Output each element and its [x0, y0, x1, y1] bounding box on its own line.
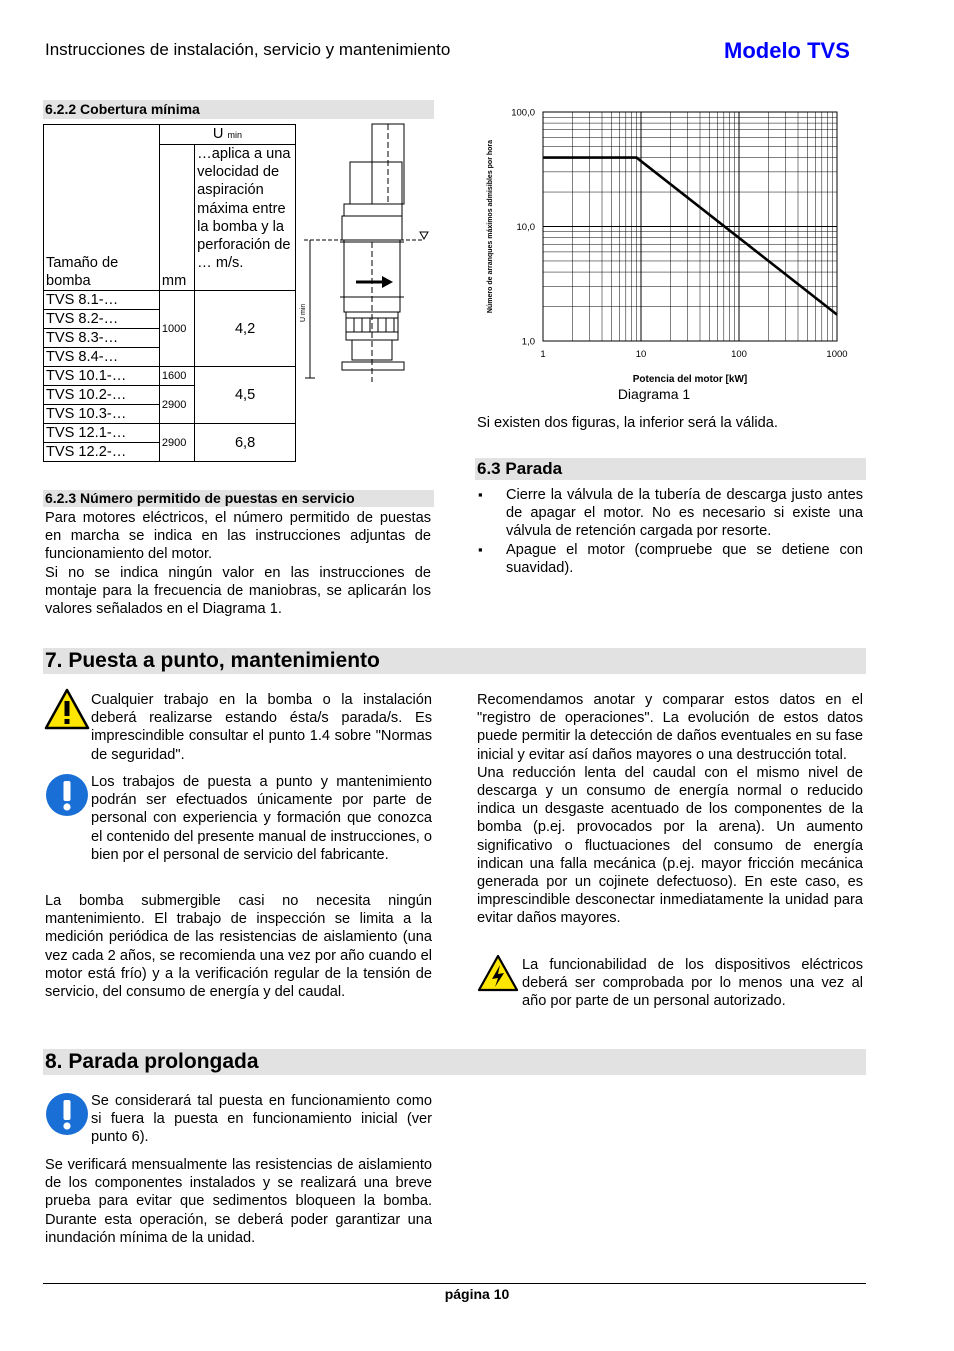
info-exclamation-icon	[45, 773, 89, 817]
table-row: TVS 10.2-…	[44, 386, 160, 405]
sec-8-info-text: Se considerará tal puesta en funcionamiento como si fuera la puesta en funcionamiento inicial (ver punto 6).	[91, 1093, 432, 1146]
x-tick-label: 1	[540, 349, 546, 360]
sec-623-para-2: Si no se indica ningún valor en las instrucciones de montaje para la frecuencia de maniobras, se aplicarán los valores señalados en el Diagrama 1.	[45, 564, 431, 618]
chart-grid	[543, 112, 837, 341]
sec-7-electrical-text: La funcionabilidad de los dispositivos eléctricos deberá ser comprobada por lo menos una vez al año por parte de un personal autorizado.	[522, 957, 863, 1010]
section-8-title: 8. Parada prolongada	[43, 1049, 866, 1075]
y-tick-label: 1,0	[521, 336, 535, 348]
x-tick-label: 100	[731, 349, 747, 360]
table-row: TVS 8.1-…	[44, 291, 160, 310]
speed-cell: 4,5	[195, 367, 296, 424]
sec-7-info-text: Los trabajos de puesta a punto y mantenimiento podrán ser efectuados únicamente por parte de personal con experiencia y formación que conozca el contenido del presente manual de instrucciones, o bien por el personal de servicio del fabricante.	[91, 774, 432, 863]
warning-icon	[44, 688, 90, 730]
y-axis-label: Número de arranques máximos admisibles por hora	[487, 139, 494, 314]
mm-cell: 2900	[159, 386, 194, 424]
table-row: TVS 8.2-…	[44, 310, 160, 329]
umin-header: U min	[159, 125, 295, 145]
two-figures-note: Si existen dos figuras, la inferior será la válida.	[477, 415, 778, 431]
y-ticks	[511, 108, 535, 348]
sec-7-warning-text: Cualquier trabajo en la bomba o la instalación deberá realizarse estando ésta/s parada/s. Es imprescindible consultar el punto 1.4 sobre "Normas de seguridad".	[91, 692, 432, 763]
col-note-header: …aplica a una velocidad de aspiración máxima entre la bomba y la perforación de … m/s.	[195, 145, 296, 291]
table-row: TVS 10.1-…	[44, 367, 160, 386]
list-item: ▪ Apague el motor (compruebe que se detiene con suavidad).	[478, 541, 863, 577]
section-7-title: 7. Puesta a punto, mantenimiento	[43, 648, 866, 674]
section-63-title: 6.3 Parada	[475, 458, 866, 480]
table-row: TVS 8.3-…	[44, 329, 160, 348]
table-row: TVS 8.4-…	[44, 348, 160, 367]
x-tick-label: 10	[635, 349, 647, 360]
speed-cell: 6,8	[195, 424, 296, 462]
header-title: Instrucciones de instalación, servicio y mantenimiento	[45, 40, 451, 59]
table-row: TVS 12.2-…	[44, 443, 160, 462]
coverage-table	[43, 124, 296, 462]
col-mm-header: mm	[159, 145, 194, 291]
section-623-title: 6.2.3 Número permitido de puestas en servicio	[43, 490, 434, 507]
list-item: ▪ Cierre la válvula de la tubería de descarga justo antes de apagar el motor. No es necesario si existe una válvula de retención cargada por resorte.	[478, 486, 863, 541]
y-tick-label: 100,0	[511, 107, 535, 119]
starts-chart	[476, 104, 866, 404]
sec-7-para-1: La bomba submergible casi no necesita ningún mantenimiento. El trabajo de inspección se limita a la medición periódica de las resistencias de aislamiento (una vez cada 2 años, se recomienda una vez por año cuando el motor está frío) y a la verificación regular de la tensión de servicio, del consumo de energía y del caudal.	[45, 893, 432, 1001]
mm-cell: 2900	[159, 424, 194, 462]
col-size-header: Tamaño de bomba	[44, 125, 160, 291]
x-tick-label: 1000	[826, 349, 848, 360]
series-line	[543, 158, 837, 315]
y-tick-label: 10,0	[516, 222, 535, 233]
electric-hazard-icon	[477, 954, 519, 992]
footer-rule	[43, 1283, 866, 1284]
model-title: Modelo TVS	[724, 38, 850, 63]
section-622-title: 6.2.2 Cobertura mínima	[43, 100, 434, 119]
sec-63-list	[478, 486, 863, 577]
speed-cell: 4,2	[195, 291, 296, 367]
mm-cell: 1600	[159, 367, 194, 386]
x-axis-label: Potencia del motor [kW]	[632, 374, 748, 385]
umin-figure-label: U min	[300, 303, 307, 322]
sec-7-right-para-2: Una reducción lenta del caudal con el mismo nivel de descarga y un consumo de energía normal o reducido indica un desgaste acentuado de los componentes de la bomba (p.ej. provocados por la arena). Un aumento significativo o fluctuaciones del consumo de energía indican una falla mecánica (p.ej. mayor fricción mecánica generada por un cojinete defectuoso). En este caso, es imprescindible desconectar inmediatamente la unidad para evitar daños mayores.	[477, 764, 863, 927]
page-number: página 10	[444, 1286, 510, 1302]
x-ticks	[540, 349, 847, 360]
table-row: TVS 12.1-…	[44, 424, 160, 443]
sec-8-para-1: Se verificará mensualmente las resistencias de aislamiento de los componentes instalados y se realizará una breve prueba para evitar que sedimentos bloqueen la bomba. Durante esta operación, se deberá poder garantizar una inundación mínima de la unidad.	[45, 1157, 432, 1246]
chart-caption: Diagrama 1	[617, 386, 691, 402]
mm-cell: 1000	[159, 291, 194, 367]
table-row: TVS 10.3-…	[44, 405, 160, 424]
pump-drawing	[296, 122, 436, 387]
sec-7-right-para-1: Recomendamos anotar y comparar estos datos en el "registro de operaciones". La evolución de estos datos puede permitir la detección de daños eventuales en su fase inicial y evitar así daños mayores o una destrucción total.	[477, 692, 863, 763]
info-exclamation-icon	[45, 1092, 89, 1136]
sec-623-para-1: Para motores eléctricos, el número permitido de puestas en marcha se indica en las instrucciones adjuntas de funcionamiento del motor.	[45, 510, 431, 563]
